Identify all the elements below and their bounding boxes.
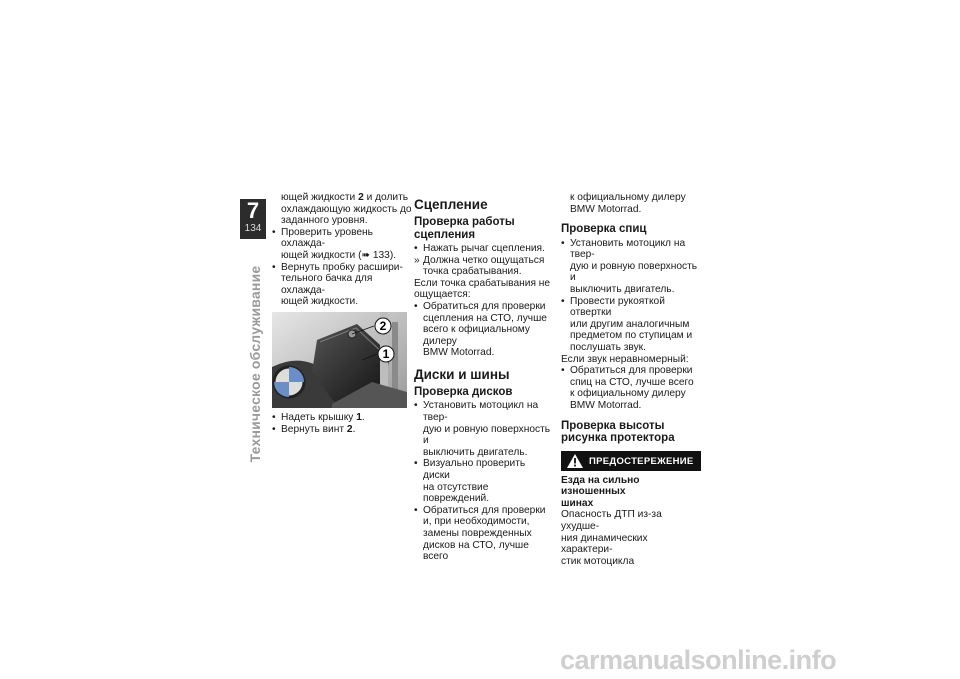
bullet-icon: • <box>561 237 565 249</box>
bullet-icon: • <box>414 400 418 412</box>
continued-paragraph: к официальному дилеру BMW Motorrad. <box>570 192 686 215</box>
warning-text: Опасность ДТП из-за ухудше- ния динамических характери- стик мотоцикла <box>561 509 662 567</box>
list-item: • Провести рукояткой отвертки или другим аналогичным предметом по ступицам и послушать звук. <box>561 295 693 354</box>
column-3 <box>561 192 701 567</box>
photo-illustration <box>272 312 407 408</box>
bullet-icon: • <box>561 365 565 377</box>
warning-label: ПРЕДОСТЕРЕЖЕНИЕ <box>589 455 694 467</box>
chapter-number: 7 <box>246 198 260 223</box>
list-item: • Проверить уровень охлажда- ющей жидкости (➠ 133). <box>272 226 397 261</box>
bullet-icon: • <box>272 423 276 435</box>
callout-1: 1 <box>382 346 390 361</box>
list-item: • Обратиться для проверки спиц на СТО, лучше всего к официальному дилеру BMW Motorrad. <box>561 365 694 411</box>
heading-clutch-check: Проверка работы сцепления <box>414 216 515 241</box>
result-icon: » <box>414 254 420 266</box>
heading-disks-tires: Диски и шины <box>414 366 510 382</box>
list-item: • Вернуть винт 2. <box>272 423 356 435</box>
bullet-icon: • <box>561 295 565 307</box>
bullet-icon: • <box>414 300 418 312</box>
coolant-reservoir-photo <box>272 312 407 408</box>
warning-title: Езда на сильно изношенных шинах <box>561 474 640 509</box>
bullet-icon: • <box>414 243 418 254</box>
paragraph: Если точка срабатывания не ощущается: <box>414 277 551 301</box>
continued-paragraph: ющей жидкости 2 и долить охлаждающую жидкость до заданного уровня. <box>281 192 412 227</box>
heading-disk-check: Проверка дисков <box>414 385 513 398</box>
arrow-icon: ➠ <box>361 249 371 261</box>
result-item: » Должна четко ощущаться точка срабатывания. <box>414 254 545 278</box>
column-1 <box>272 192 412 435</box>
list-item: • Установить мотоцикл на твер- дую и ровную поверхность и выключить двигатель. <box>561 237 698 296</box>
bullet-icon: • <box>414 458 418 470</box>
callout-2: 2 <box>379 318 387 333</box>
list-item: • Надеть крышку 1. <box>272 411 365 423</box>
warning-triangle-icon <box>567 454 583 468</box>
watermark: carmanualsonline.info <box>560 645 837 675</box>
warning-banner <box>561 451 701 471</box>
list-item: • Нажать рычаг сцепления. <box>414 243 545 254</box>
heading-spokes-check: Проверка спиц <box>561 223 647 236</box>
heading-tread-check: Проверка высоты рисунка протектора <box>561 419 675 445</box>
paragraph: Если звук неравномерный: <box>561 353 689 365</box>
page-number: 134 <box>244 223 262 234</box>
section-title-vertical: Техническое обслуживание <box>247 265 263 463</box>
bullet-icon: • <box>272 226 276 238</box>
list-item: • Установить мотоцикл на твер- дую и ровную поверхность и выключить двигатель. <box>414 400 551 458</box>
list-item: • Визуально проверить диски на отсутствие повреждений. <box>414 458 526 505</box>
list-item: • Обратиться для проверки и, при необходимости, замены поврежденных дисков на СТО, лучше всего <box>414 504 546 563</box>
heading-clutch: Сцепление <box>414 197 488 212</box>
ref-number: 2 <box>358 192 364 203</box>
list-item: • Вернуть пробку расшири- тельного бачка для охлажда- ющей жидкости. <box>272 261 403 308</box>
bullet-icon: • <box>272 411 276 423</box>
list-item: • Обратиться для проверки сцепления на СТО, лучше всего к официальному дилеру BMW Motorrad. <box>414 300 547 359</box>
bullet-icon: • <box>414 504 418 516</box>
column-2 <box>414 192 554 563</box>
bullet-icon: • <box>272 261 276 273</box>
